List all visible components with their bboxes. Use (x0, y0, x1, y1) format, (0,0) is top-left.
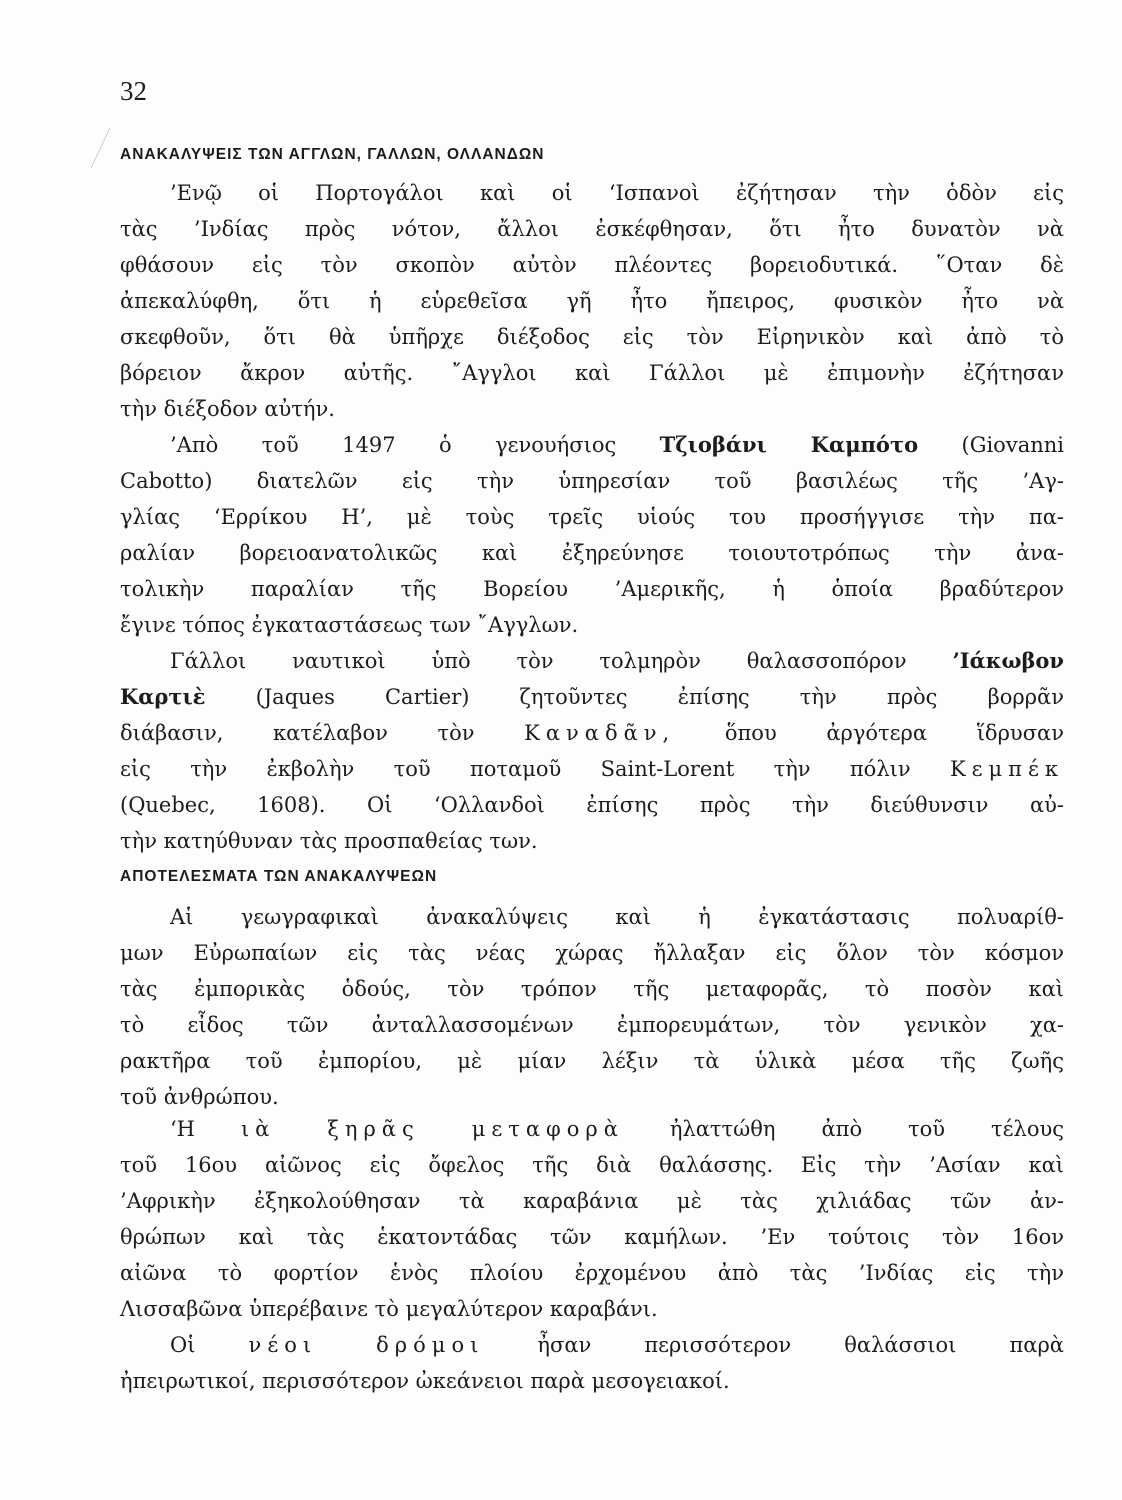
text-segment: ‘Η (170, 1117, 195, 1141)
text-line: μων Εὐρωπαίων εἰς τὰς νέας χώρας ἤλλαξαν εἰς ὅλον τὸν κόσμον (120, 941, 1064, 965)
text-line (120, 718, 1064, 748)
text-segment: ’Απὸ τοῦ 1497 ὁ γενουήσιος (170, 433, 617, 457)
spaced-phrase-new-routes: νέοι δρόμοι (248, 1333, 485, 1357)
text-line: Αἱ γεωγραφικαὶ ἀνακαλύψεις καὶ ἡ ἐγκατάστασις πολυαρίθ- (170, 905, 1064, 929)
text-line: Cabotto) διατελῶν εἰς τὴν ὑπηρεσίαν τοῦ βασιλέως τῆς ’Αγ- (120, 469, 1064, 493)
text-segment: εἰς τὴν ἐκβολὴν τοῦ ποταμοῦ Saint-Lorent τὴν πόλιν (120, 757, 911, 781)
text-line: ρακτῆρα τοῦ ἐμπορίου, μὲ μίαν λέξιν τὰ ὑλικὰ μέσα τῆς ζωῆς (120, 1049, 1064, 1073)
text-line: φθάσουν εἰς τὸν σκοπὸν αὐτὸν πλέοντες βορειοδυτικά. ῞Οταν δὲ (120, 253, 1064, 277)
text-line: ἔγινε τόπος ἐγκαταστάσεως των ῎Αγγλων. (120, 613, 579, 637)
page-number: 32 (120, 76, 147, 106)
text-line: βόρειον ἄκρον αὐτῆς. ῎Αγγλοι καὶ Γάλλοι μὲ ἐπιμονὴν ἐζήτησαν (120, 361, 1064, 385)
text-segment: ὅπου ἀργότερα ἵδρυσαν (724, 721, 1064, 745)
text-line: τοῦ ἀνθρώπου. (120, 1085, 279, 1109)
text-line: τολικὴν παραλίαν τῆς Βορείου ’Αμερικῆς, ἡ ὁποία βραδύτερον (120, 577, 1064, 601)
text-line: ἀπεκαλύφθη, ὅτι ἡ εὑρεθεῖσα γῆ ἦτο ἤπειρος, φυσικὸν ἦτο νὰ (120, 289, 1064, 313)
text-line: τὴν κατηύθυναν τὰς προσπαθείας των. (120, 829, 538, 853)
text-line (170, 430, 1064, 460)
spaced-word-canada: Καναδᾶν, (524, 721, 676, 745)
section-heading-discoveries: ΑΝΑΚΑΛΥΨΕΙΣ ΤΩΝ ΑΓΓΛΩΝ, ΓΑΛΛΩΝ, ΟΛΛΑΝΔΩΝ (120, 146, 545, 163)
text-line (120, 682, 1064, 712)
text-segment: Οἱ (170, 1333, 196, 1357)
text-line: τὴν διέξοδον αὐτήν. (120, 397, 335, 421)
spaced-phrase-land-transport: ιὰ ξηρᾶς μεταφορὰ (240, 1117, 624, 1141)
bold-name-iakovon: ’Ιάκωβον (952, 648, 1064, 673)
text-line: τὸ εἶδος τῶν ἀνταλλασσομένων ἐμπορευμάτων, τὸν γενικὸν χα- (120, 1013, 1064, 1037)
bold-name-cartier: Καρτιὲ (120, 684, 206, 709)
text-line: τοῦ 16ου αἰῶνος εἰς ὄφελος τῆς διὰ θαλάσσης. Εἰς τὴν ’Ασίαν καὶ (120, 1153, 1064, 1177)
spaced-word-quebec: Κεμπέκ (949, 757, 1064, 781)
text-line: ’Ενῷ οἱ Πορτογάλοι καὶ οἱ ‘Ισπανοὶ ἐζήτησαν τὴν ὁδὸν εἰς (170, 181, 1064, 205)
text-segment: (Jaques Cartier) ζητοῦντες ἐπίσης τὴν πρὸς βορρᾶν (255, 685, 1064, 709)
text-line (120, 754, 1064, 784)
text-line (170, 1114, 1064, 1144)
text-line: αἰῶνα τὸ φορτίον ἑνὸς πλοίου ἐρχομένου ἀπὸ τὰς ’Ινδίας εἰς τὴν (120, 1261, 1064, 1285)
text-line: Λισσαβῶνα ὑπερέβαινε τὸ μεγαλύτερον καραβάνι. (120, 1297, 658, 1321)
text-segment: ἠλαττώθη ἀπὸ τοῦ τέλους (669, 1117, 1064, 1141)
text-segment: (Giovanni (961, 433, 1064, 457)
text-line (170, 646, 1064, 676)
text-segment: διάβασιν, κατέλαβον τὸν (120, 721, 475, 745)
text-line: ἠπειρωτικοί, περισσότερον ὠκεάνειοι παρὰ μεσογειακοί. (120, 1369, 730, 1393)
text-line: (Quebec, 1608). Οἱ ‘Ολλανδοὶ ἐπίσης πρὸς τὴν διεύθυνσιν αὐ- (120, 793, 1064, 817)
text-line: θρώπων καὶ τὰς ἑκατοντάδας τῶν καμήλων. ’Εν τούτοις τὸν 16ον (120, 1225, 1064, 1249)
text-segment: Γάλλοι ναυτικοὶ ὑπὸ τὸν τολμηρὸν θαλασσοπόρον (170, 649, 907, 673)
text-line: σκεφθοῦν, ὅτι θὰ ὑπῆρχε διέξοδος εἰς τὸν Εἰρηνικὸν καὶ ἀπὸ τὸ (120, 325, 1064, 349)
text-line: ραλίαν βορειοανατολικῶς καὶ ἐξηρεύνησε τοιουτοτρόπως τὴν ἀνα- (120, 541, 1064, 565)
text-line: τὰς ἐμπορικὰς ὁδούς, τὸν τρόπον τῆς μεταφορᾶς, τὸ ποσὸν καὶ (120, 977, 1064, 1001)
bold-name-caboto: Τζιοβάνι Καμπότο (659, 432, 919, 457)
text-line (170, 1330, 1064, 1360)
text-line: γλίας ‘Ερρίκου Η’, μὲ τοὺς τρεῖς υἱούς του προσήγγισε τὴν πα- (120, 505, 1064, 529)
text-line: τὰς ’Ινδίας πρὸς νότον, ἄλλοι ἐσκέφθησαν, ὅτι ἦτο δυνατὸν νὰ (120, 217, 1064, 241)
text-line: ’Αφρικὴν ἐξηκολούθησαν τὰ καραβάνια μὲ τὰς χιλιάδας τῶν ἀν- (120, 1189, 1064, 1213)
text-segment: ἦσαν περισσότερον θαλάσσιοι παρὰ (537, 1333, 1064, 1357)
section-heading-results: ΑΠΟΤΕΛΕΣΜΑΤΑ ΤΩΝ ΑΝΑΚΑΛΥΨΕΩΝ (120, 868, 438, 885)
